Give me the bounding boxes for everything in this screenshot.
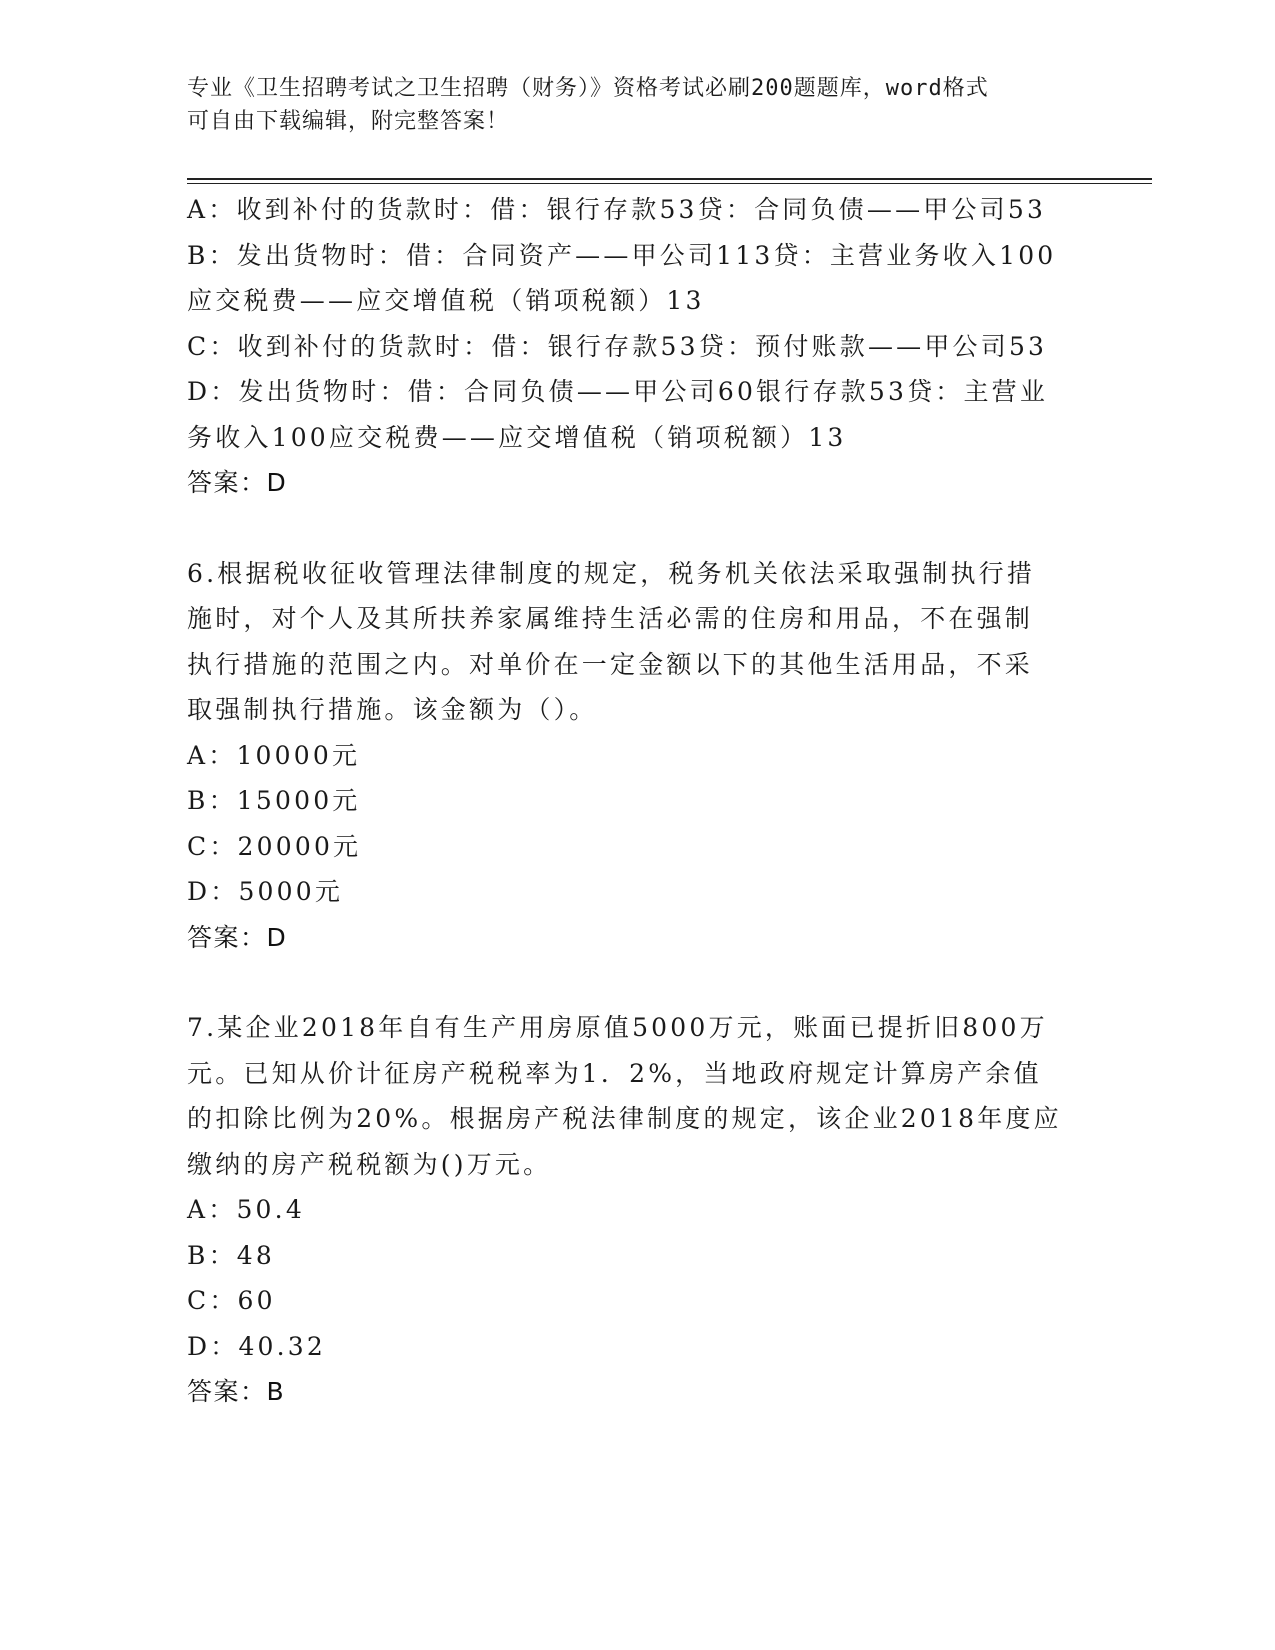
q6-option-d: D：5000元 (187, 877, 344, 906)
q7-answer: 答案：B (187, 1377, 286, 1406)
q7-option-b: B：48 (187, 1240, 275, 1270)
q5-option-b: B：发出货物时：借：合同资产——甲公司113贷：主营业务收入100 (187, 240, 1057, 270)
q7-stem-line: 缴纳的房产税税额为()万元。 (187, 1149, 552, 1179)
q6-option-b: B：15000元 (187, 786, 361, 815)
q5-option-d-continued: 务收入100应交税费——应交增值税（销项税额）13 (187, 422, 847, 452)
question-6 (187, 551, 1087, 961)
q5-option-a: A：收到补付的货款时：借：银行存款53贷：合同负债——甲公司53 (187, 195, 1047, 224)
q5-option-c: C：收到补付的货款时：借：银行存款53贷：预付账款——甲公司53 (187, 331, 1048, 361)
question-5-continued (187, 187, 1087, 506)
document-body (187, 187, 1087, 1415)
header-title-line-1: 专业《卫生招聘考试之卫生招聘（财务）》资格考试必刷200题题库，word格式 (187, 76, 989, 101)
q6-stem-line: 执行措施的范围之内。对单价在一定金额以下的其他生活用品，不采 (187, 649, 1034, 679)
header-title-line-2: 可自由下载编辑，附完整答案！ (187, 109, 510, 134)
q7-stem-line: 的扣除比例为20%。根据房产税法律制度的规定，该企业2018年度应 (187, 1104, 1062, 1133)
q7-option-a: A：50.4 (187, 1195, 305, 1224)
q6-answer: 答案：D (187, 922, 288, 952)
document-header (187, 72, 1067, 138)
q5-option-b-continued: 应交税费——应交增值税（销项税额）13 (187, 286, 705, 315)
q6-option-c: C：20000元 (187, 831, 362, 861)
q6-option-a: A：10000元 (187, 740, 361, 770)
header-divider-thick (187, 178, 1152, 180)
q7-stem-line: 7.某企业2018年自有生产用房原值5000万元，账面已提折旧800万 (187, 1013, 1048, 1042)
q7-stem-line: 元。已知从价计征房产税税率为1．2%，当地政府规定计算房产余值 (187, 1058, 1042, 1088)
header-divider-thin (187, 183, 1152, 184)
q6-stem-line: 施时，对个人及其所扶养家属维持生活必需的住房和用品，不在强制 (187, 604, 1034, 633)
q5-answer: 答案：D (187, 468, 288, 497)
question-7 (187, 1005, 1087, 1415)
q6-stem-line: 6.根据税收征收管理法律制度的规定，税务机关依法采取强制执行措 (187, 558, 1036, 588)
q6-stem-line: 取强制执行措施。该金额为（）。 (187, 695, 598, 724)
q5-option-d: D：发出货物时：借：合同负债——甲公司60银行存款53贷：主营业 (187, 377, 1049, 406)
q7-option-c: C：60 (187, 1286, 276, 1315)
q7-option-d: D：40.32 (187, 1331, 327, 1361)
